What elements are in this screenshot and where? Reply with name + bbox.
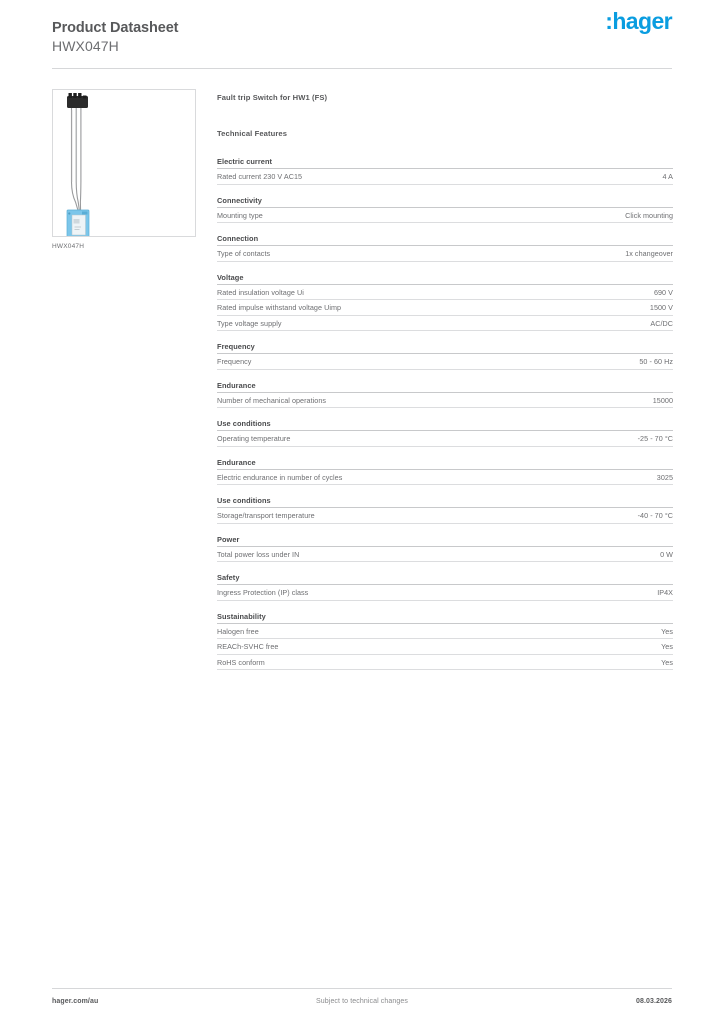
spec-row: [217, 470, 673, 486]
spec-label: Type voltage supply: [217, 318, 282, 328]
spec-group-title: Frequency: [217, 342, 673, 354]
spec-value: 50 - 60 Hz: [639, 357, 673, 366]
spec-label: Operating temperature: [217, 434, 291, 443]
spec-row: [217, 431, 673, 447]
spec-row: [217, 508, 673, 524]
spec-group-title: Sustainability: [217, 612, 673, 624]
spec-label: Electric endurance in number of cycles: [217, 472, 343, 482]
product-image-caption: HWX047H: [52, 243, 85, 250]
spec-label: Ingress Protection (IP) class: [217, 588, 309, 597]
page-header: [52, 20, 672, 64]
specifications-column: [217, 93, 673, 681]
logo-text: hager: [612, 8, 672, 34]
footer-divider: [52, 988, 672, 989]
spec-label: Type of contacts: [217, 249, 271, 258]
spec-row: [217, 300, 673, 316]
spec-group-title: Connection: [217, 234, 673, 246]
header-divider: [52, 68, 672, 69]
product-reference-subtitle: HWX047H: [52, 38, 119, 54]
spec-row: [217, 547, 673, 563]
spec-value: 1x changeover: [625, 249, 673, 258]
logo-colon: :: [605, 8, 613, 34]
spec-value: Yes: [661, 626, 673, 636]
technical-features-heading: Technical Features: [217, 129, 288, 138]
spec-group-title: Electric current: [217, 157, 673, 169]
spec-row: [217, 246, 673, 262]
page-title: Product Datasheet: [52, 20, 179, 36]
spec-value: 4 A: [662, 172, 673, 181]
spec-value: AC/DC: [650, 318, 673, 328]
spec-value: 15000: [652, 395, 673, 405]
spec-groups-container: [217, 157, 673, 670]
spec-group: [217, 157, 673, 185]
product-photo: [53, 90, 195, 236]
spec-label: Mounting type: [217, 210, 263, 220]
spec-row: [217, 655, 673, 671]
spec-row: [217, 169, 673, 185]
spec-label: Rated impulse withstand voltage Uimp: [217, 303, 342, 312]
footer-date: 08.03.2026: [635, 998, 672, 1005]
spec-value: -25 - 70 °C: [637, 434, 673, 443]
spec-label: Total power loss under IN: [217, 549, 300, 559]
spec-group: [217, 419, 673, 447]
spec-label: Rated insulation voltage Ui: [217, 287, 304, 297]
spec-value: Yes: [661, 657, 673, 667]
spec-group: [217, 234, 673, 262]
spec-label: RoHS conform: [217, 657, 265, 667]
spec-group-title: Voltage: [217, 273, 673, 285]
wire-bundle: [72, 108, 81, 212]
spec-group: [217, 342, 673, 370]
spec-row: [217, 585, 673, 601]
spec-group: [217, 273, 673, 332]
spec-value: 1500 V: [649, 303, 673, 312]
spec-label: Frequency: [217, 357, 252, 366]
footer-disclaimer: Subject to technical changes: [316, 998, 408, 1005]
product-image-frame: [52, 89, 196, 237]
spec-group-title: Connectivity: [217, 196, 673, 208]
spec-label: Halogen free: [217, 626, 259, 636]
blue-module-icon: [67, 210, 89, 236]
spec-value: 0 W: [660, 549, 673, 559]
spec-group: [217, 573, 673, 601]
hager-logo: [605, 8, 672, 34]
spec-group-title: Endurance: [217, 381, 673, 393]
spec-label: Storage/transport temperature: [217, 511, 315, 520]
spec-group-title: Use conditions: [217, 496, 673, 508]
spec-row: [217, 393, 673, 409]
spec-row: [217, 208, 673, 224]
spec-row: [217, 285, 673, 301]
spec-group: [217, 458, 673, 486]
spec-group-title: Use conditions: [217, 419, 673, 431]
wire-highlight: [72, 110, 81, 182]
page-footer: [52, 998, 672, 1012]
spec-label: Number of mechanical operations: [217, 395, 327, 405]
spec-label: REACh-SVHC free: [217, 642, 279, 651]
spec-group: [217, 496, 673, 524]
connector-block-icon: [67, 93, 88, 108]
spec-value: 3025: [656, 472, 673, 482]
spec-value: -40 - 70 °C: [637, 511, 673, 520]
spec-row: [217, 639, 673, 655]
spec-row: [217, 354, 673, 370]
spec-value: 690 V: [653, 287, 673, 297]
spec-group-title: Power: [217, 535, 673, 547]
spec-group: [217, 612, 673, 671]
spec-group: [217, 196, 673, 224]
spec-value: Yes: [661, 642, 673, 651]
spec-value: Click mounting: [625, 210, 673, 220]
footer-website[interactable]: hager.com/au: [52, 998, 99, 1005]
spec-group: [217, 381, 673, 409]
product-name: Fault trip Switch for HW1 (FS): [217, 93, 328, 102]
spec-group-title: Endurance: [217, 458, 673, 470]
spec-row: [217, 624, 673, 640]
spec-row: [217, 316, 673, 332]
spec-value: IP4X: [657, 588, 673, 597]
spec-label: Rated current 230 V AC15: [217, 172, 303, 181]
spec-group: [217, 535, 673, 563]
spec-group-title: Safety: [217, 573, 673, 585]
